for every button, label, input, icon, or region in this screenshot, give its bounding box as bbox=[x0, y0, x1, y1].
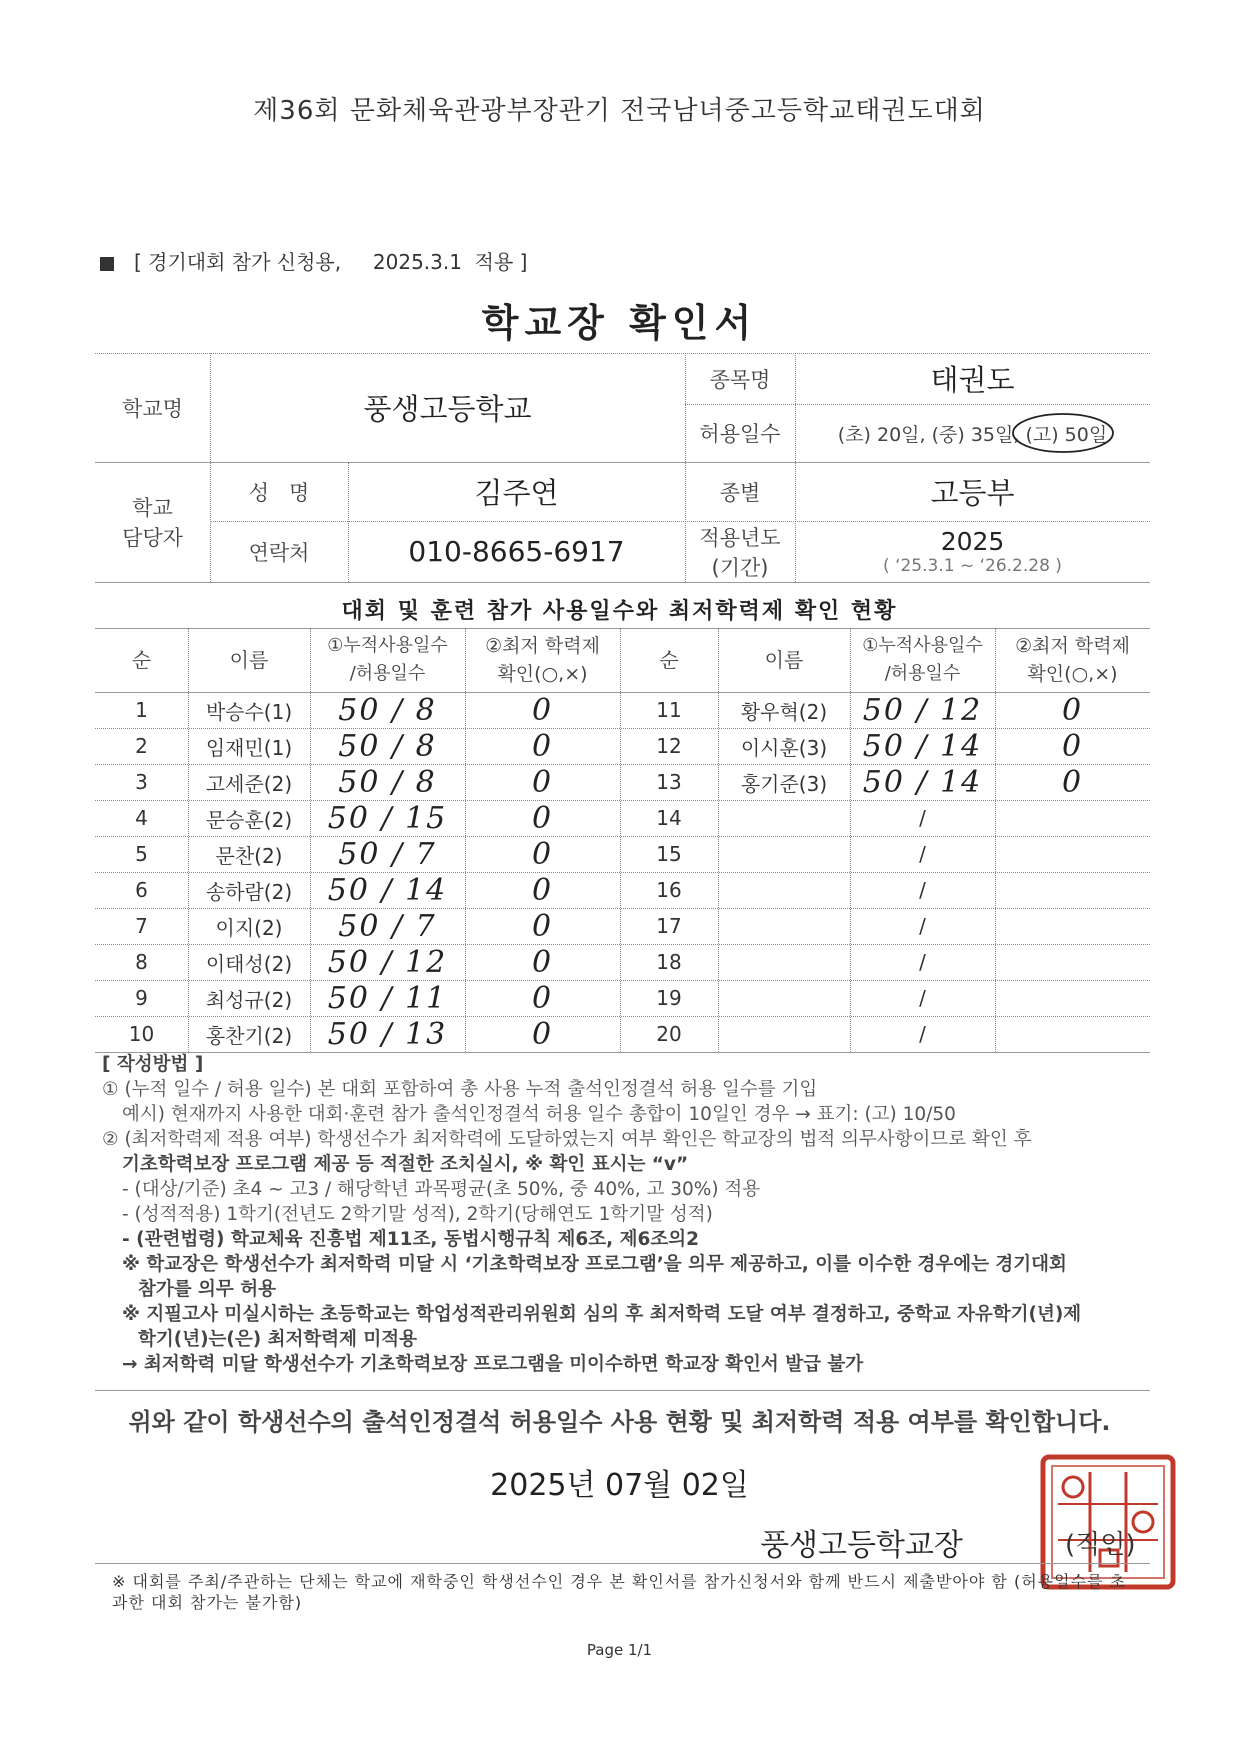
row-name: 이태성(2) bbox=[205, 951, 293, 976]
header-days-right bbox=[850, 628, 995, 692]
school-name-label: 학교명 bbox=[122, 396, 183, 421]
seal-label: (직인) bbox=[1065, 1530, 1136, 1560]
event-value: 태권도 bbox=[930, 363, 1015, 397]
row-name bbox=[718, 872, 850, 908]
row-check: 0 bbox=[1061, 764, 1084, 800]
row-check: 0 bbox=[531, 764, 554, 800]
row-check: 0 bbox=[531, 692, 554, 728]
row-days: 50 / 7 bbox=[338, 836, 437, 872]
row-days: 50 / 12 bbox=[327, 944, 448, 980]
row-name: 최성규(2) bbox=[205, 987, 293, 1012]
row-check: 0 bbox=[1061, 728, 1084, 764]
row-check: 0 bbox=[1061, 692, 1084, 728]
instruction-line: ② (최저학력제 적용 여부) 학생선수가 최저학력에 도달하였는지 여부 확인은 학교장의 법적 의무사항이므로 확인 후 bbox=[102, 1129, 1032, 1150]
competition-title: 제36회 문화체육관광부장관기 전국남녀중고등학교태권도대회 bbox=[253, 96, 986, 126]
row-no: 15 bbox=[656, 842, 682, 866]
row-days: / bbox=[919, 950, 926, 974]
row-no: 3 bbox=[135, 770, 148, 794]
row-days: / bbox=[919, 986, 926, 1010]
instruction-line: 참가를 의무 허용 bbox=[138, 1279, 276, 1300]
footnote: ※ 대회를 주최/주관하는 단체는 학교에 재학중인 학생선수인 경우 본 확인서를 참가신청서와 함께 반드시 제출받아야 함 (허용일수를 초과한 대회 참가는 불가함) bbox=[112, 1572, 1127, 1612]
row-days: / bbox=[919, 842, 926, 866]
row-name bbox=[718, 800, 850, 836]
person-label-line1: 학교 bbox=[132, 496, 173, 520]
form-note-text: [ 경기대회 참가 신청용, 2025.3.1 적용 ] bbox=[134, 250, 528, 274]
handwritten-circle-mark bbox=[1008, 410, 1118, 456]
year-period: ( ‘25.3.1 ~ ‘26.2.28 ) bbox=[883, 556, 1062, 576]
row-name bbox=[718, 1016, 850, 1052]
instructions bbox=[102, 1052, 1162, 1377]
year-label bbox=[685, 521, 795, 582]
person-label bbox=[95, 462, 210, 582]
instruction-line: ※ 지필고사 미실시하는 초등학교는 학업성적관리위원회 심의 후 최저학력 도달 여부 결정하고, 중학교 자유학기(년)제 bbox=[122, 1304, 1082, 1325]
instruction-line: - (관련법령) 학교체육 진흥법 제11조, 동법시행규칙 제6조, 제6조의2 bbox=[122, 1229, 699, 1250]
form-note bbox=[100, 246, 527, 275]
instruction-line: - (성적적용) 1학기(전년도 2학기말 성적), 2학기(당해연도 1학기말 성적) bbox=[122, 1204, 713, 1225]
row-check: 0 bbox=[531, 980, 554, 1016]
division-value: 고등부 bbox=[930, 476, 1015, 510]
contact-label: 연락처 bbox=[248, 540, 310, 565]
row-name bbox=[718, 836, 850, 872]
row-name bbox=[718, 908, 850, 944]
instruction-line: ※ 학교장은 학생선수가 최저학력 미달 시 ‘기초학력보장 프로그램’을 의무 제공하고, 이를 이수한 경우에는 경기대회 bbox=[122, 1254, 1067, 1275]
row-name: 박승수(1) bbox=[205, 699, 293, 724]
confirmation-statement: 위와 같이 학생선수의 출석인정결석 허용일수 사용 현황 및 최저학력 적용 여부를 확인합니다. bbox=[128, 1408, 1111, 1436]
row-no: 19 bbox=[656, 986, 682, 1010]
row-check: 0 bbox=[531, 800, 554, 836]
row-check bbox=[995, 1016, 1150, 1052]
issue-date: 2025년 07월 02일 bbox=[490, 1468, 749, 1503]
row-days: 50 / 14 bbox=[862, 728, 983, 764]
row-check bbox=[995, 872, 1150, 908]
row-no: 11 bbox=[656, 698, 682, 722]
allowed-days-label: 허용일수 bbox=[699, 422, 781, 446]
row-name: 송하람(2) bbox=[205, 879, 293, 904]
event-label: 종목명 bbox=[709, 367, 771, 392]
instruction-line: 기초학력보장 프로그램 제공 등 적절한 조치실시, ※ 확인 표시는 “v” bbox=[122, 1154, 689, 1175]
header-min-left bbox=[465, 628, 620, 692]
row-days: / bbox=[919, 914, 926, 938]
row-days: 50 / 14 bbox=[327, 872, 448, 908]
header-min-line1: ②최저 학력제 bbox=[1015, 635, 1130, 657]
row-check: 0 bbox=[531, 908, 554, 944]
row-check: 0 bbox=[531, 872, 554, 908]
row-no: 9 bbox=[135, 986, 148, 1010]
header-min-line2: 확인(○,×) bbox=[497, 663, 588, 685]
year-value-cell bbox=[795, 521, 1150, 582]
row-no: 1 bbox=[135, 698, 148, 722]
row-check: 0 bbox=[531, 944, 554, 980]
row-name: 문찬(2) bbox=[215, 843, 283, 868]
row-check: 0 bbox=[531, 1016, 554, 1052]
principal-name: 풍생고등학교장 bbox=[760, 1528, 963, 1563]
row-check: 0 bbox=[531, 836, 554, 872]
contact-value: 010-8665-6917 bbox=[408, 535, 625, 568]
header-days-line1: ①누적사용일수 bbox=[327, 635, 448, 656]
instructions-heading: [ 작성방법 ] bbox=[102, 1054, 204, 1075]
row-no: 12 bbox=[656, 734, 682, 758]
row-no: 4 bbox=[135, 806, 148, 830]
row-no: 14 bbox=[656, 806, 682, 830]
row-name bbox=[718, 980, 850, 1016]
header-days-line2: /허용일수 bbox=[349, 663, 426, 684]
row-no: 17 bbox=[656, 914, 682, 938]
row-days: 50 / 7 bbox=[338, 908, 437, 944]
row-check bbox=[995, 800, 1150, 836]
row-no: 20 bbox=[656, 1022, 682, 1046]
row-days: 50 / 8 bbox=[338, 728, 437, 764]
row-name: 문승훈(2) bbox=[205, 807, 293, 832]
row-days: 50 / 8 bbox=[338, 692, 437, 728]
instruction-line: - (대상/기준) 초4 ~ 고3 / 해당학년 과목평균(초 50%, 중 40%, 고 30%) 적용 bbox=[122, 1179, 761, 1200]
instruction-line: 학기(년)는(은) 최저학력제 미적용 bbox=[138, 1329, 418, 1350]
division-label: 종별 bbox=[719, 480, 761, 505]
row-days: 50 / 8 bbox=[338, 764, 437, 800]
person-label-line2: 담당자 bbox=[122, 526, 183, 550]
row-days: 50 / 12 bbox=[862, 692, 983, 728]
row-days: / bbox=[919, 878, 926, 902]
page-number: Page 1/1 bbox=[586, 1641, 653, 1659]
row-no: 5 bbox=[135, 842, 148, 866]
row-days: / bbox=[919, 1022, 926, 1046]
row-no: 10 bbox=[128, 1022, 155, 1046]
row-check bbox=[995, 980, 1150, 1016]
header-min-line1: ②최저 학력제 bbox=[485, 635, 600, 657]
row-no: 16 bbox=[656, 878, 682, 902]
row-check bbox=[995, 836, 1150, 872]
row-days: 50 / 11 bbox=[327, 980, 448, 1016]
header-days-line1: ①누적사용일수 bbox=[862, 635, 983, 656]
row-name: 황우혁(2) bbox=[740, 699, 828, 724]
year-value: 2025 bbox=[940, 527, 1005, 556]
header-no-left: 순 bbox=[131, 648, 152, 672]
row-days: / bbox=[919, 806, 926, 830]
header-days-left bbox=[310, 628, 465, 692]
row-no: 6 bbox=[135, 878, 148, 902]
row-days: 50 / 14 bbox=[862, 764, 983, 800]
year-label-line1: 적용년도 bbox=[699, 525, 781, 550]
row-days: 50 / 13 bbox=[327, 1016, 448, 1052]
row-no: 2 bbox=[135, 734, 148, 758]
row-days: 50 / 15 bbox=[327, 800, 448, 836]
row-no: 8 bbox=[135, 950, 148, 974]
row-name: 이시훈(3) bbox=[740, 735, 828, 760]
header-days-line2: /허용일수 bbox=[884, 663, 961, 684]
row-name: 홍찬기(2) bbox=[205, 1023, 293, 1048]
square-bullet-icon bbox=[100, 257, 114, 271]
header-min-right bbox=[995, 628, 1150, 692]
name-value: 김주연 bbox=[474, 476, 559, 510]
row-name bbox=[718, 944, 850, 980]
name-label: 성 명 bbox=[248, 480, 310, 505]
document-title: 학교장 확인서 bbox=[481, 301, 758, 345]
instruction-line: → 최저학력 미달 학생선수가 기초학력보장 프로그램을 미이수하면 학교장 확인서 발급 불가 bbox=[122, 1354, 864, 1375]
row-check bbox=[995, 908, 1150, 944]
row-no: 7 bbox=[135, 914, 148, 938]
row-name: 홍기준(3) bbox=[740, 771, 828, 796]
instruction-line: ① (누적 일수 / 허용 일수) 본 대회 포함하여 총 사용 누적 출석인정결석 허용 일수를 기입 bbox=[102, 1079, 818, 1100]
section-title: 대회 및 훈련 참가 사용일수와 최저학력제 확인 현황 bbox=[341, 599, 898, 624]
header-name-right: 이름 bbox=[764, 648, 804, 672]
row-name: 임재민(1) bbox=[205, 735, 293, 760]
header-min-line2: 확인(○,×) bbox=[1027, 663, 1118, 685]
row-check bbox=[995, 944, 1150, 980]
year-label-line2: (기간) bbox=[711, 555, 769, 580]
header-no-right: 순 bbox=[659, 648, 679, 672]
row-name: 이지(2) bbox=[215, 915, 283, 940]
row-no: 18 bbox=[656, 950, 682, 974]
row-no: 13 bbox=[656, 770, 682, 794]
allowed-days-value: (초) 20일, (중) 35일, (고) 50일 bbox=[837, 423, 1108, 446]
row-name: 고세준(2) bbox=[205, 771, 293, 796]
header-name-left: 이름 bbox=[229, 648, 269, 672]
row-check: 0 bbox=[531, 728, 554, 764]
school-name-value: 풍생고등학교 bbox=[363, 392, 532, 426]
instruction-line: 예시) 현재까지 사용한 대회·훈련 참가 출석인정결석 허용 일수 총합이 10일인 경우 → 표기: (고) 10/50 bbox=[122, 1104, 956, 1125]
